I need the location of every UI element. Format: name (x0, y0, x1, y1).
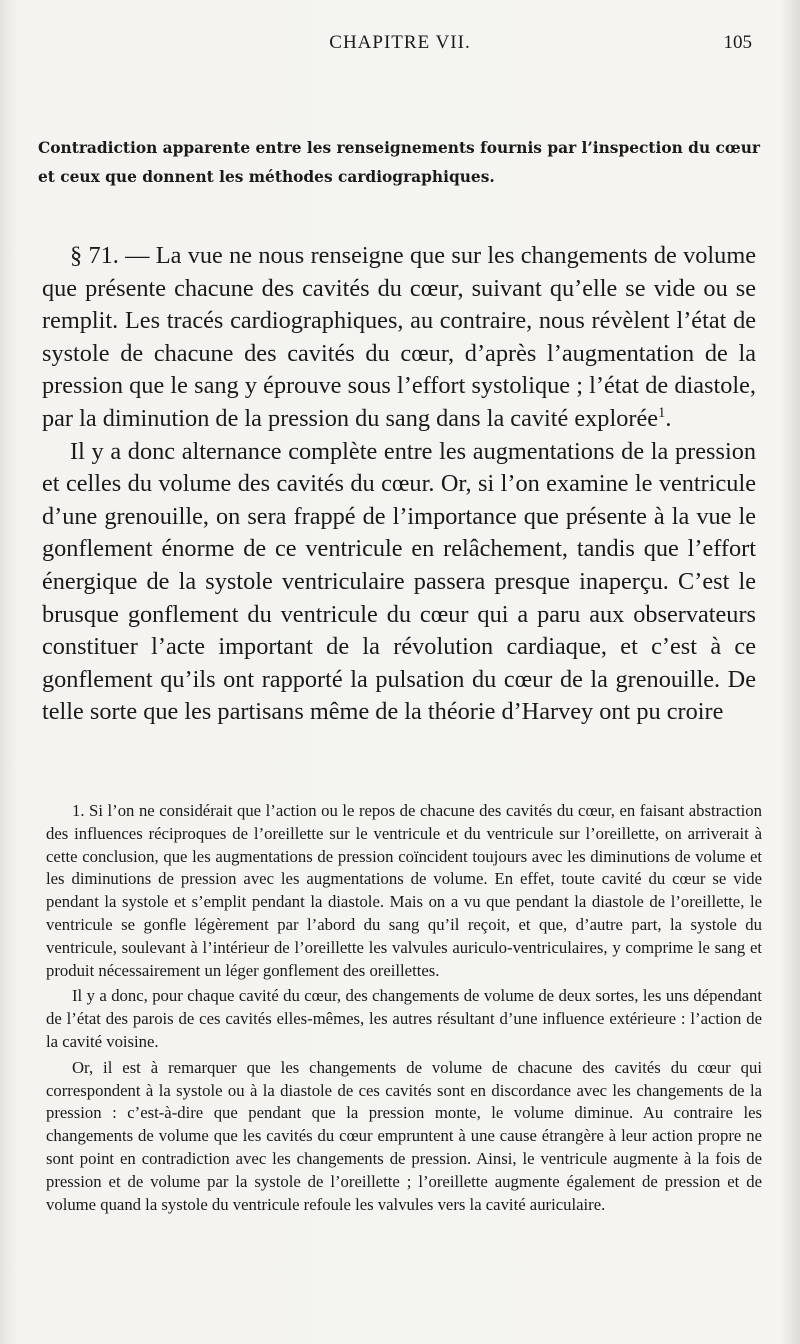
paragraph-71-end: . (665, 404, 672, 432)
paragraph-2: Il y a donc alternance complète entre les augmentations de la pression et celles du volume des cavités du cœur. Or, si l’on examine le ventricule d’une grenouille, on sera frappé de l’importance que présente à la vue le gonflement énorme de ce ventricule en relâchement, tandis que l’effort énergique de la systole ventriculaire passera presque inaperçu. C’est le brusque gonflement du ventricule du cœur qui a paru aux observateurs constituer l’acte important de la révolution cardiaque, et c’est à ce gonflement qu’ils ont rapporté la pulsation du cœur de la grenouille. De telle sorte que les partisans même de la théorie d’Harvey ont pu croire (42, 437, 756, 726)
footnote-1: 1. Si l’on ne considérait que l’action ou le repos de chacune des cavités du cœur, en faisant abstraction des influences réciproques de l’oreillette sur le ventricule et du ventricule sur l’oreillette, on arriverait à cette conclusion, que les augmentations de pression coïncident toujours avec les diminutions de volume et les diminutions de pression avec les augmentations de volume. En effet, toute cavité du cœur se vide pendant la systole et s’emplit pendant la diastole. Mais on a vu que pendant la diastole de l’oreillette, le ventricule se gonfle légèrement par l’abord du sang qu’il reçoit, et que, d’autre part, la systole du ventricule, soulevant à l’intérieur de l’oreillette les valvules auriculo-ventriculaires, y comprime le sang et produit nécessairement un léger gonflement des oreillettes. (46, 801, 762, 980)
running-title: CHAPITRE VII. (329, 32, 471, 53)
paragraph-71 (42, 240, 756, 436)
page-number: 105 (723, 32, 752, 53)
footnote-paragraph-3: Or, il est à remarquer que les changements de volume de chacune des cavités du cœur qui correspondent à la systole ou à la diastole de ces cavités sont en discordance avec les changements de la pression : c’est-à-dire que pendant que la pression monte, le volume diminue. Au contraire les changements de volume que les cavités du cœur empruntent à une cause étrangère à leur action propre ne sont point en contradiction avec les changements de pression. Ainsi, le ventricule augmente à la fois de pression et de volume par la systole de l’oreillette ; l’oreillette augmente également de pression et de volume quand la systole du ventricule refoule les valvules vers la cavité auriculaire. (46, 1057, 762, 1214)
page-header (0, 30, 800, 60)
section-title: Contradiction apparente entre les renseignements fournis par l’inspection du cœur et ceux que donnent les méthodes cardiographiques. (38, 139, 760, 186)
main-text (42, 240, 756, 729)
footnotes (46, 800, 762, 1219)
footnote-paragraph-2: Il y a donc, pour chaque cavité du cœur, des changements de volume de deux sortes, les uns dépendant de l’état des parois de ces cavités elles-mêmes, les autres résultant d’une influence extérieure : l’action de la cavité voisine. (46, 986, 762, 1051)
footnote-ref: 1 (658, 404, 666, 421)
paragraph-71-text: § 71. — La vue ne nous renseigne que sur les changements de volume que présente chacune des cavités du cœur, suivant qu’elle se vide ou se remplit. Les tracés cardiographiques, au contraire, nous révèlent l’état de systole de chacune des cavités du cœur, d’après l’augmentation de la pression que le sang y éprouve sous l’effort systolique ; l’état de diastole, par la diminution de la pression du sang dans la cavité explorée (42, 242, 756, 432)
